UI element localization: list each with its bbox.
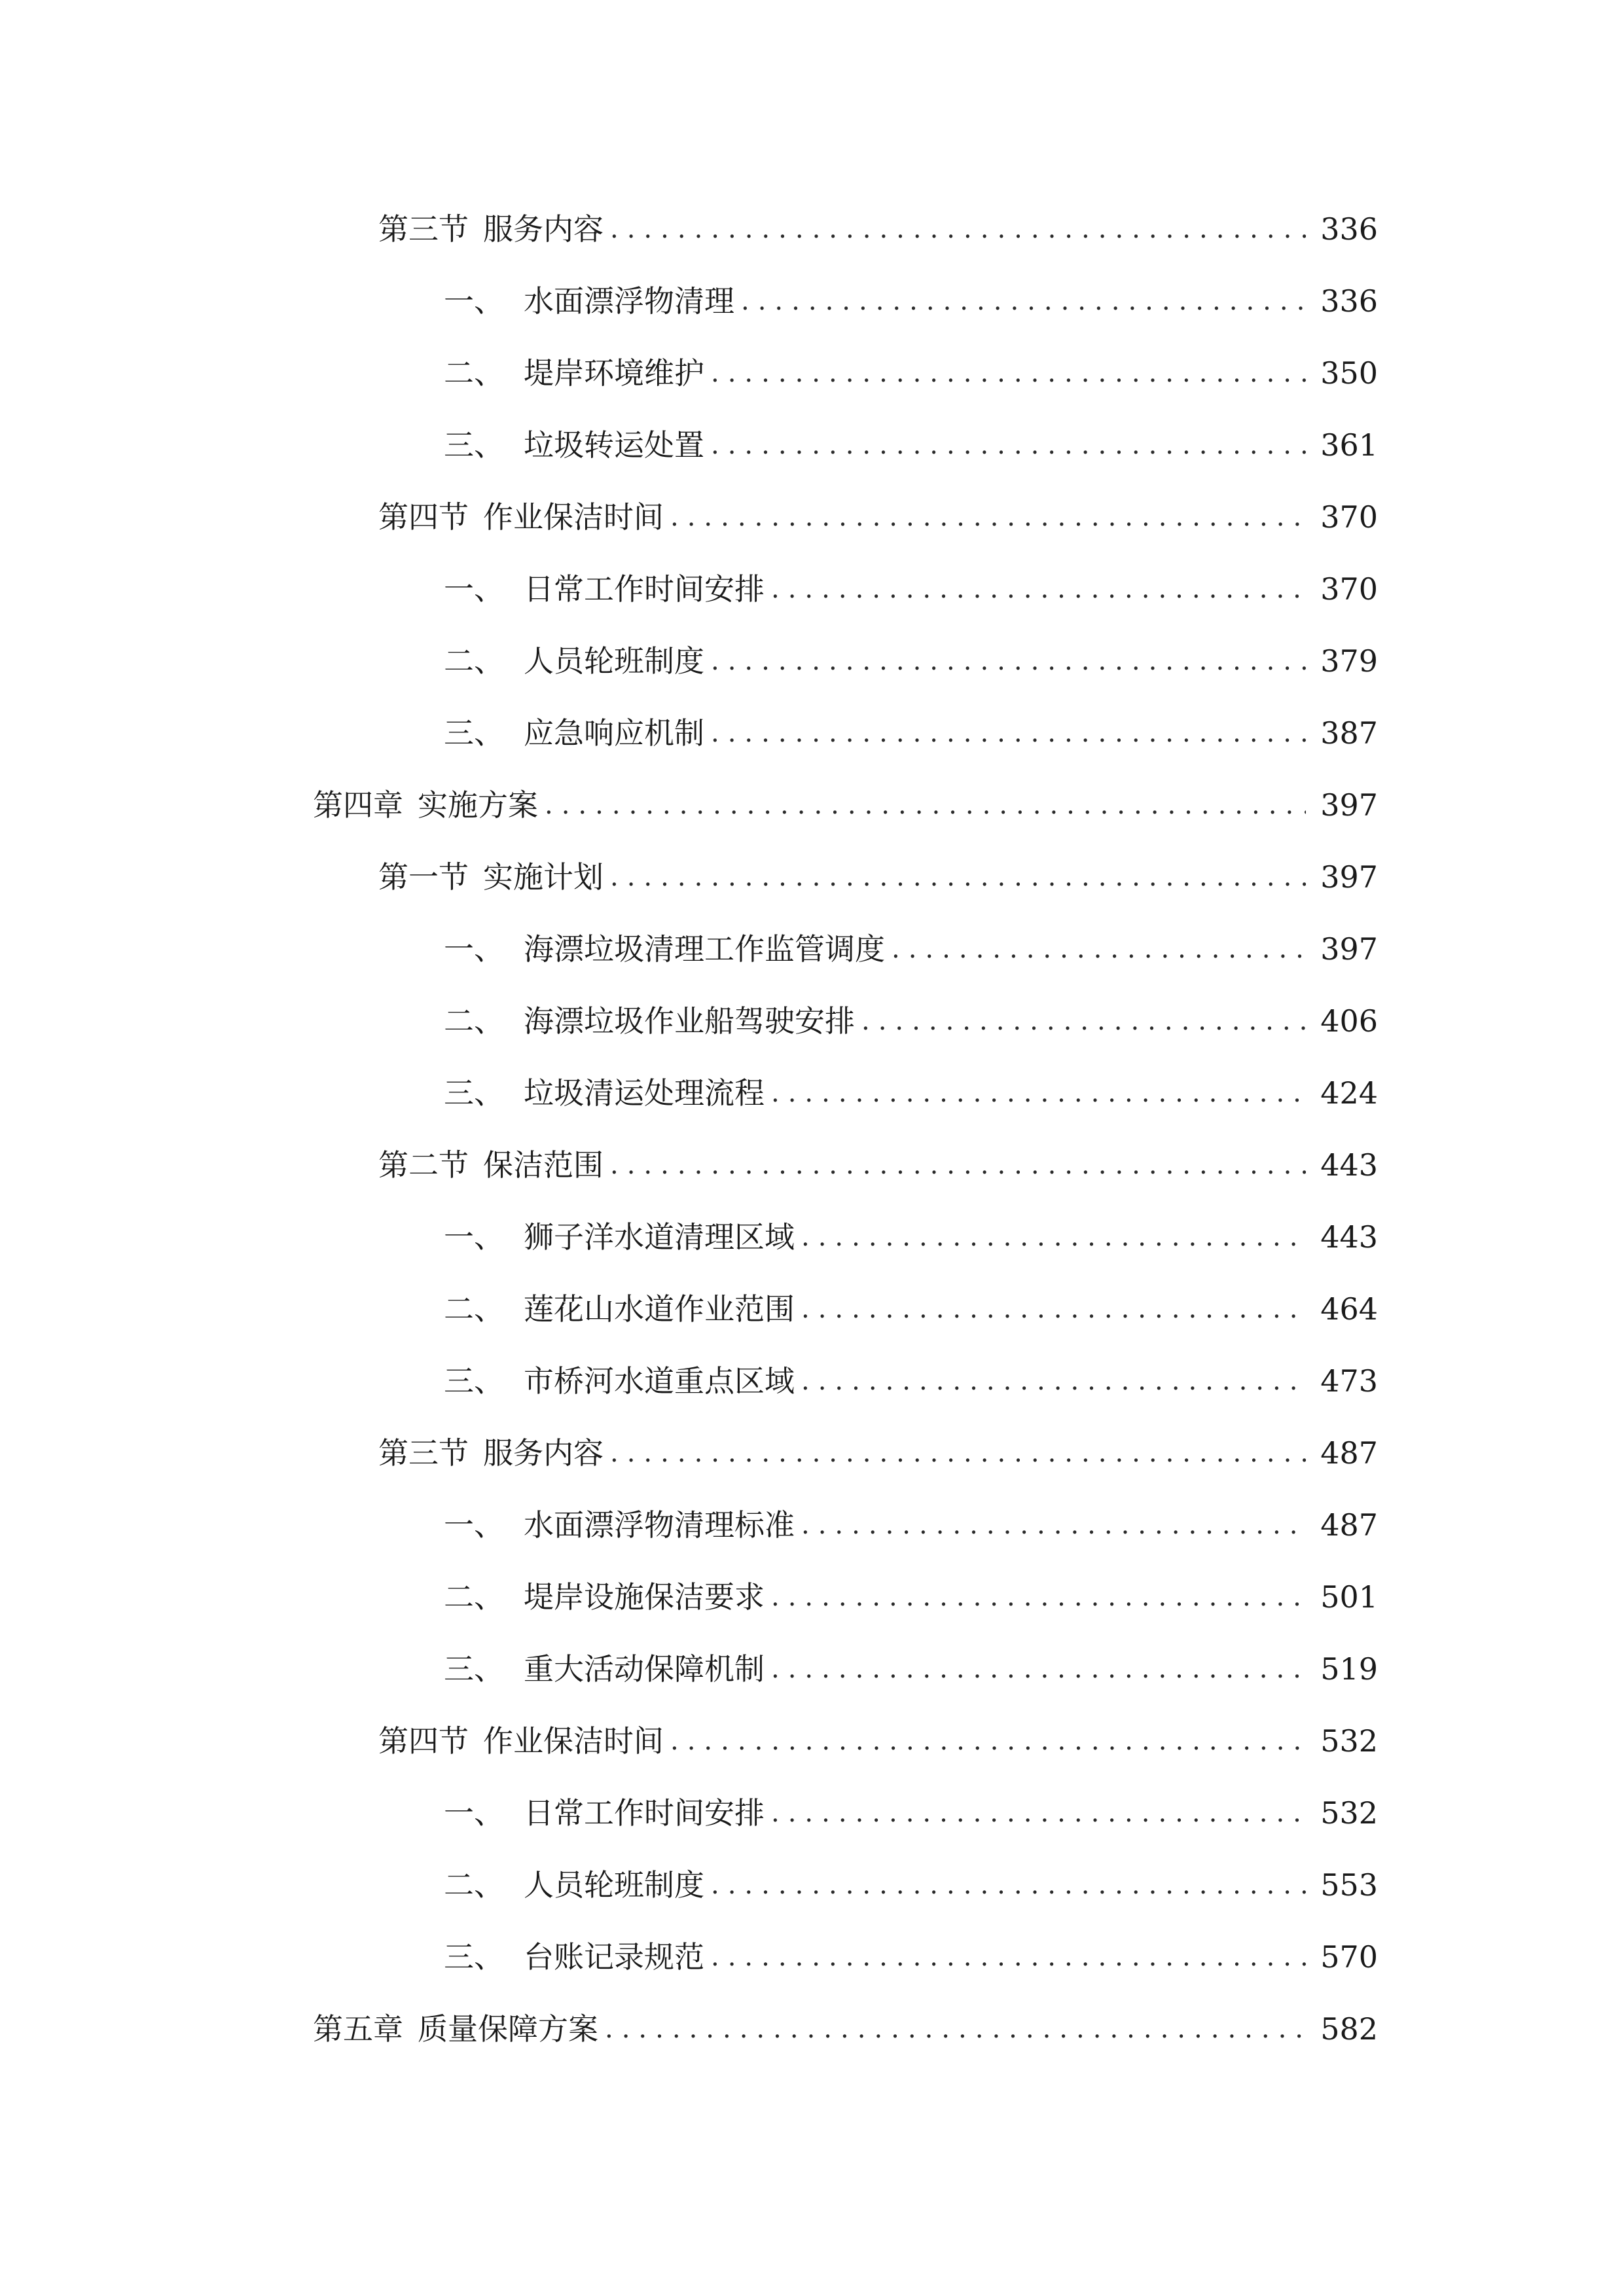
toc-dot-leader xyxy=(771,1643,1306,1695)
toc-entry-number: 第四章 xyxy=(313,787,403,823)
toc-entry-title: 海漂垃圾作业船驾驶安排 xyxy=(524,1003,855,1039)
toc-entry-number: 三、 xyxy=(444,1651,504,1687)
toc-entry-subsection[interactable] xyxy=(444,419,1378,471)
toc-dot-leader xyxy=(711,1859,1306,1911)
toc-entry-title: 日常工作时间安排 xyxy=(524,1795,765,1831)
toc-entry-page: 487 xyxy=(1320,1435,1378,1471)
toc-entry-number: 第二节 xyxy=(378,1147,469,1183)
toc-entry-section[interactable] xyxy=(378,1139,1378,1191)
toc-dot-leader xyxy=(711,635,1306,687)
toc-entry-page: 397 xyxy=(1320,931,1378,967)
toc-entry-page: 379 xyxy=(1320,643,1378,679)
toc-entry-number: 二、 xyxy=(444,1867,504,1903)
toc-entry-page: 397 xyxy=(1320,787,1378,823)
toc-entry-title: 狮子洋水道清理区域 xyxy=(524,1219,795,1255)
toc-entry-page: 553 xyxy=(1320,1867,1378,1903)
toc-entry-number: 二、 xyxy=(444,1579,504,1615)
toc-entry-page: 464 xyxy=(1320,1291,1378,1327)
toc-entry-page: 424 xyxy=(1320,1075,1378,1111)
toc-entry-subsection[interactable] xyxy=(444,1643,1378,1695)
toc-entry-number: 第四节 xyxy=(378,1723,469,1759)
toc-entry-subsection[interactable] xyxy=(444,563,1378,615)
toc-entry-page: 370 xyxy=(1320,571,1378,607)
toc-dot-leader xyxy=(545,779,1306,831)
toc-entry-subsection[interactable] xyxy=(444,923,1378,975)
toc-entry-number: 第四节 xyxy=(378,499,469,535)
toc-dot-leader xyxy=(711,1931,1306,1983)
toc-entry-section[interactable] xyxy=(378,851,1378,903)
toc-entry-title: 水面漂浮物清理标准 xyxy=(524,1507,795,1543)
toc-entry-number: 一、 xyxy=(444,1507,504,1543)
toc-dot-leader xyxy=(670,1715,1306,1767)
toc-entry-number: 一、 xyxy=(444,571,504,607)
toc-dot-leader xyxy=(801,1499,1306,1551)
toc-dot-leader xyxy=(771,1787,1306,1839)
toc-entry-title: 台账记录规范 xyxy=(524,1939,704,1975)
toc-entry-subsection[interactable] xyxy=(444,1859,1378,1911)
toc-entry-page: 532 xyxy=(1320,1795,1378,1831)
toc-entry-section[interactable] xyxy=(378,491,1378,543)
toc-entry-title: 堤岸设施保洁要求 xyxy=(524,1579,765,1615)
toc-dot-leader xyxy=(892,923,1306,975)
toc-entry-number: 二、 xyxy=(444,1003,504,1039)
toc-entry-number: 二、 xyxy=(444,643,504,679)
toc-dot-leader xyxy=(711,419,1306,471)
toc-entry-title: 日常工作时间安排 xyxy=(524,571,765,607)
toc-entry-number: 三、 xyxy=(444,1939,504,1975)
toc-dot-leader xyxy=(801,1355,1306,1407)
toc-entry-subsection[interactable] xyxy=(444,1931,1378,1983)
toc-dot-leader xyxy=(605,2003,1306,2055)
toc-entry-subsection[interactable] xyxy=(444,1067,1378,1119)
toc-entry-page: 532 xyxy=(1320,1723,1378,1759)
toc-entry-title: 作业保洁时间 xyxy=(483,1723,664,1759)
toc-entry-title: 应急响应机制 xyxy=(524,715,704,751)
toc-entry-subsection[interactable] xyxy=(444,995,1378,1047)
toc-dot-leader xyxy=(741,275,1306,327)
toc-entry-title: 海漂垃圾清理工作监管调度 xyxy=(524,931,885,967)
toc-entry-section[interactable] xyxy=(378,1715,1378,1767)
toc-entry-number: 一、 xyxy=(444,931,504,967)
toc-entry-subsection[interactable] xyxy=(444,1355,1378,1407)
toc-entry-number: 三、 xyxy=(444,1075,504,1111)
toc-dot-leader xyxy=(670,491,1306,543)
toc-dot-leader xyxy=(771,563,1306,615)
toc-entry-page: 406 xyxy=(1320,1003,1378,1039)
toc-entry-page: 443 xyxy=(1320,1219,1378,1255)
toc-dot-leader xyxy=(711,707,1306,759)
toc-entry-title: 垃圾清运处理流程 xyxy=(524,1075,765,1111)
toc-dot-leader xyxy=(861,995,1306,1047)
toc-entry-chapter[interactable] xyxy=(313,779,1378,831)
toc-entry-title: 作业保洁时间 xyxy=(483,499,664,535)
toc-entry-subsection[interactable] xyxy=(444,1283,1378,1335)
toc-entry-title: 实施方案 xyxy=(418,787,538,823)
toc-entry-subsection[interactable] xyxy=(444,635,1378,687)
toc-entry-page: 582 xyxy=(1320,2011,1378,2047)
toc-entry-number: 一、 xyxy=(444,283,504,319)
toc-entry-title: 市桥河水道重点区域 xyxy=(524,1363,795,1399)
toc-dot-leader xyxy=(610,1427,1306,1479)
toc-entry-title: 保洁范围 xyxy=(483,1147,604,1183)
toc-entry-page: 501 xyxy=(1320,1579,1378,1615)
toc-entry-page: 570 xyxy=(1320,1939,1378,1975)
toc-entry-title: 质量保障方案 xyxy=(418,2011,598,2047)
toc-entry-subsection[interactable] xyxy=(444,707,1378,759)
toc-entry-number: 第三节 xyxy=(378,211,469,247)
toc-entry-title: 服务内容 xyxy=(483,211,604,247)
toc-entry-subsection[interactable] xyxy=(444,1787,1378,1839)
toc-dot-leader xyxy=(771,1571,1306,1623)
toc-entry-number: 一、 xyxy=(444,1795,504,1831)
toc-entry-subsection[interactable] xyxy=(444,347,1378,399)
toc-entry-title: 人员轮班制度 xyxy=(524,1867,704,1903)
toc-entry-title: 人员轮班制度 xyxy=(524,643,704,679)
toc-entry-section[interactable] xyxy=(378,203,1378,255)
toc-entry-number: 三、 xyxy=(444,427,504,463)
toc-entry-page: 350 xyxy=(1320,355,1378,391)
toc-entry-subsection[interactable] xyxy=(444,275,1378,327)
toc-entry-page: 336 xyxy=(1320,211,1378,247)
toc-dot-leader xyxy=(801,1283,1306,1335)
toc-dot-leader xyxy=(610,1139,1306,1191)
toc-entry-page: 487 xyxy=(1320,1507,1378,1543)
toc-entry-title: 垃圾转运处置 xyxy=(524,427,704,463)
toc-dot-leader xyxy=(771,1067,1306,1119)
toc-entry-number: 二、 xyxy=(444,355,504,391)
toc-entry-page: 387 xyxy=(1320,715,1378,751)
toc-entry-number: 第一节 xyxy=(378,859,469,895)
toc-entry-page: 361 xyxy=(1320,427,1378,463)
toc-dot-leader xyxy=(801,1211,1306,1263)
toc-entry-subsection[interactable] xyxy=(444,1211,1378,1263)
toc-entry-title: 实施计划 xyxy=(483,859,604,895)
toc-entry-chapter[interactable] xyxy=(313,2003,1378,2055)
toc-entry-subsection[interactable] xyxy=(444,1571,1378,1623)
toc-dot-leader xyxy=(610,203,1306,255)
toc-entry-subsection[interactable] xyxy=(444,1499,1378,1551)
toc-entry-title: 服务内容 xyxy=(483,1435,604,1471)
toc-entry-page: 519 xyxy=(1320,1651,1378,1687)
toc-entry-number: 第五章 xyxy=(313,2011,403,2047)
toc-entry-page: 473 xyxy=(1320,1363,1378,1399)
toc-dot-leader xyxy=(711,347,1306,399)
toc-entry-section[interactable] xyxy=(378,1427,1378,1479)
toc-entry-page: 370 xyxy=(1320,499,1378,535)
toc-entry-page: 397 xyxy=(1320,859,1378,895)
toc-entry-title: 重大活动保障机制 xyxy=(524,1651,765,1687)
toc-entry-number: 第三节 xyxy=(378,1435,469,1471)
toc-entry-number: 一、 xyxy=(444,1219,504,1255)
toc-entry-page: 443 xyxy=(1320,1147,1378,1183)
toc-entry-title: 莲花山水道作业范围 xyxy=(524,1291,795,1327)
toc-entry-number: 三、 xyxy=(444,1363,504,1399)
toc-entry-title: 堤岸环境维护 xyxy=(524,355,704,391)
toc-entry-number: 二、 xyxy=(444,1291,504,1327)
toc-entry-title: 水面漂浮物清理 xyxy=(524,283,734,319)
toc-entry-number: 三、 xyxy=(444,715,504,751)
toc-entry-page: 336 xyxy=(1320,283,1378,319)
toc-dot-leader xyxy=(610,851,1306,903)
